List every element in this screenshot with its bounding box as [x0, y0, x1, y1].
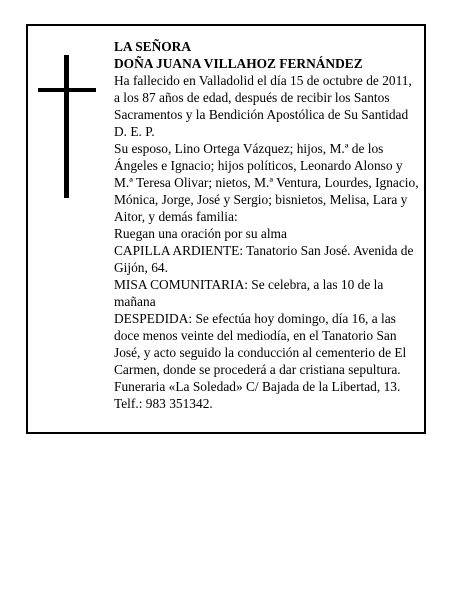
cross-vertical-bar — [64, 55, 69, 198]
obituary-deceased-name: DOÑA JUANA VILLAHOZ FERNÁNDEZ — [114, 56, 363, 71]
obituary-text — [114, 38, 420, 412]
mass-info: MISA COMUNITARIA: Se celebra, a las 10 de la mañana — [114, 277, 384, 309]
obituary-title-line-1: LA SEÑORA — [114, 39, 192, 54]
farewell-info: DESPEDIDA: Se efectúa hoy domingo, día 16, a las doce menos veinte del mediodía, en el Tanatorio San José, y acto seguido la conducción al cementerio de El Carmen, donde se procederá a dar cristiana sepultura. — [114, 311, 407, 377]
funeral-home-info: Funeraria «La Soledad» C/ Bajada de la Libertad, 13. Telf.: 983 351342. — [114, 379, 401, 411]
cross-horizontal-bar — [38, 88, 96, 92]
family-paragraph: Su esposo, Lino Ortega Vázquez; hijos, M.ª de los Ángeles e Ignacio; hijos políticos, Leonardo Alonso y M.ª Teresa Olivar; nietos, M.ª Ventura, Lourdes, Ignacio, Mónica, Jorge, José y Sergio; bisnietos, Melisa, Lara y Aitor, y demás familia: — [114, 141, 419, 224]
prayer-request: Ruegan una oración por su alma — [114, 226, 287, 241]
death-announcement-paragraph: Ha fallecido en Valladolid el día 15 de octubre de 2011, a los 87 años de edad, después de recibir los Santos Sacramentos y la Bendición Apostólica de Su Santidad D. E. P. — [114, 73, 412, 139]
chapel-info: CAPILLA ARDIENTE: Tanatorio San José. Avenida de Gijón, 64. — [114, 243, 414, 275]
latin-cross-icon — [38, 55, 96, 198]
